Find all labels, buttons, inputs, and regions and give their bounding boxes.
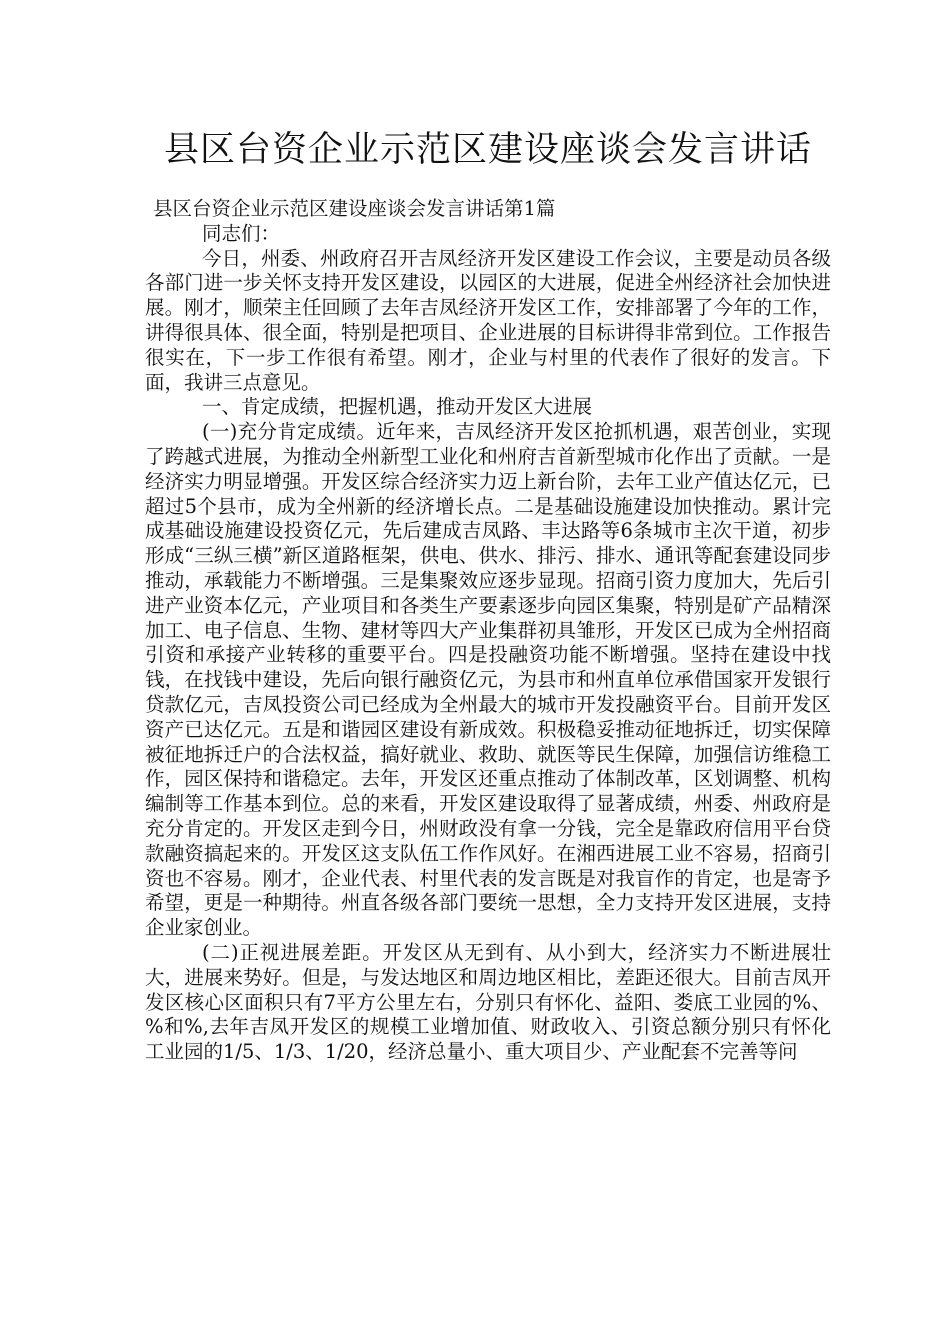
- document-subtitle: 县区台资企业示范区建设座谈会发言讲话第1篇: [153, 197, 556, 220]
- paragraph-intro: 今日，州委、州政府召开吉凤经济开发区建设工作会议，主要是动员各级各部门进一步关怀支持开发区建设，以园区的大进展，促进全州经济社会加快进展。刚才，顺荣主任回顾了去年吉凤经济开发区工作，安排部署了今年的工作，讲得很具体、很全面，特别是把项目、企业进展的目标讲得非常到位。工作报告很实在，下一步工作很有希望。刚才，企业与村里的代表作了很好的发言。下面，我讲三点意见。: [145, 246, 831, 394]
- paragraph-achievements: (一)充分肯定成绩。近年来，吉凤经济开发区抢抓机遇，艰苦创业，实现了跨越式进展，为推动全州新型工业化和州府吉首新型城市化作出了贡献。一是经济实力明显增强。开发区综合经济实力迈上新台阶，去年工业产值达亿元，已超过5个县市，成为全州新的经济增长点。二是基础设施建设加快推动。累计完成基础设施建设投资亿元，先后建成吉凤路、丰达路等6条城市主次干道，初步形成“三纵三横”新区道路框架，供电、供水、排污、排水、通讯等配套建设同步推动，承载能力不断增强。三是集聚效应逐步显现。招商引资力度加大，先后引进产业资本亿元，产业项目和各类生产要素逐步向园区集聚，特别是矿产品精深加工、电子信息、生物、建材等四大产业集群初具雏形，开发区已成为全州招商引资和承接产业转移的重要平台。四是投融资功能不断增强。坚持在建设中找钱，在找钱中建设，先后向银行融资亿元，为县市和州直单位承借国家开发银行贷款亿元，吉凤投资公司已经成为全州最大的城市开发投融资平台。目前开发区资产已达亿元。五是和谐园区建设有新成效。积极稳妥推动征地拆迁，切实保障被征地拆迁户的合法权益，搞好就业、救助、就医等民生保障，加强信访维稳工作，园区保持和谐稳定。去年，开发区还重点推动了体制改革，区划调整、机构编制等工作基本到位。总的来看，开发区建设取得了显著成绩，州委、州政府是充分肯定的。开发区走到今日，州财政没有拿一分钱，完全是靠政府信用平台贷款融资搞起来的。开发区这支队伍工作作风好。在湘西进展工业不容易，招商引资也不容易。刚才，企业代表、村里代表的发言既是对我盲作的肯定，也是寄予希望，更是一种期待。州直各级各部门要统一思想，全力支持开发区进展，支持企业家创业。: [145, 420, 831, 940]
- paragraph-gaps: (二)正视进展差距。开发区从无到有、从小到大，经济实力不断进展壮大，进展来势好。但是，与发达地区和周边地区相比，差距还很大。目前吉凤开发区核心区面积只有7平方公里左右，分别只有怀化、益阳、娄底工业园的%、%和%,去年吉凤开发区的规模工业增加值、财政收入、引资总额分别只有怀化工业园的1/5、1/3、1/20，经济总量小、重大项目少、产业配套不完善等问: [145, 940, 831, 1064]
- document-page: [145, 124, 831, 1065]
- document-title: 县区台资企业示范区建设座谈会发言讲话: [163, 130, 812, 170]
- section-heading-1: 一、肯定成绩，把握机遇，推动开发区大进展: [202, 395, 593, 419]
- salutation: 同志们：: [202, 221, 281, 245]
